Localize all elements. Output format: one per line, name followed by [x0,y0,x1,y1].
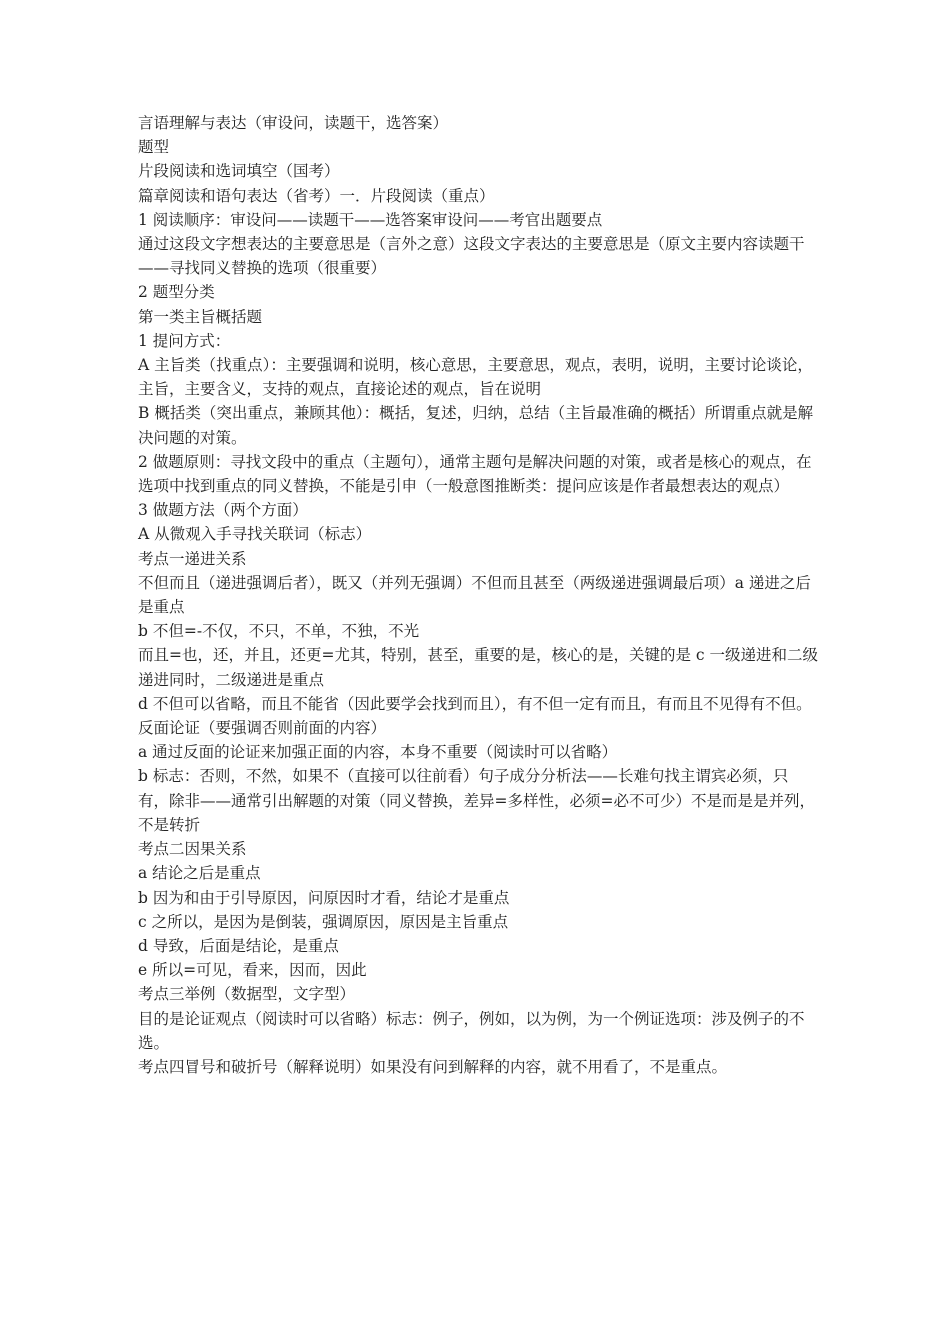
paragraph: c 之所以，是因为是倒装，强调原因，原因是主旨重点 [138,912,509,931]
paragraph: d 导致，后面是结论，是重点 [138,936,339,955]
document-body [138,111,818,1079]
paragraph: b 因为和由于引导原因，问原因时才看，结论才是重点 [138,888,510,907]
paragraph: 考点二因果关系 [138,840,247,859]
paragraph: 目的是论证观点（阅读时可以省略）标志：例子，例如，以为例，为一个例证选项：涉及例子的不选。 [138,1009,805,1052]
paragraph: 2 做题原则：寻找文段中的重点（主题句），通常主题句是解决问题的对策，或者是核心的观点，在选项中找到重点的同义替换，不能是引申（一般意图推断类：提问应该是作者最想表达的观点） [138,452,812,496]
paragraph: 1 提问方式： [138,331,231,350]
paragraph: 考点四冒号和破折号（解释说明）如果没有问到解释的内容，就不用看了，不是重点。 [138,1057,728,1076]
paragraph: 2 题型分类 [138,283,215,302]
paragraph: A 从微观入手寻找关联词（标志） [138,525,372,544]
paragraph: 第一类主旨概括题 [138,307,263,326]
paragraph: 考点三举例（数据型，文字型） [138,985,356,1004]
paragraph: d 不但可以省略，而且不能省（因此要学会找到而且），有不但一定有而且，有而且不见得有不但。 [138,694,812,713]
paragraph: 片段阅读和选词填空（国考） [138,162,340,181]
paragraph: e 所以=可见，看来，因而，因此 [138,961,367,980]
paragraph: 1 阅读顺序：审设问——读题干——选答案审设问——考官出题要点 [138,210,603,229]
paragraph: B 概括类（突出重点，兼顾其他）：概括，复述，归纳，总结（主旨最准确的概括）所谓重点就是解决问题的对策。 [138,404,814,447]
paragraph: 而且=也，还，并且，还更=尤其，特别，甚至，重要的是，核心的是，关键的是 c 一级递进和二级递进同时，二级递进是重点 [138,646,819,689]
paragraph: A 主旨类（找重点）：主要强调和说明，核心意思，主要意思，观点，表明，说明，主要讨论谈论，主旨，主要含义，支持的观点，直接论述的观点，旨在说明 [138,356,813,399]
paragraph: a 结论之后是重点 [138,864,261,883]
paragraph: b 标志：否则，不然，如果不（直接可以往前看）句子成分分析法——长难句找主谓宾必须，只有，除非——通常引出解题的对策（同义替换，差异=多样性，必须=必不可少）不是而是是并列，不是转折 [138,767,815,834]
paragraph: 篇章阅读和语句表达（省考）一．片段阅读（重点） [138,186,495,205]
paragraph: 3 做题方法（两个方面） [138,501,308,520]
paragraph: 题型 [138,138,170,157]
paragraph: 言语理解与表达（审设问，读题干，选答案） [138,114,449,132]
paragraph: 考点一递进关系 [138,549,247,568]
paragraph: 不但而且（递进强调后者），既又（并列无强调）不但而且甚至（两级递进强调最后项）a 递进之后是重点 [138,573,811,617]
paragraph: 通过这段文字想表达的主要意思是（言外之意）这段文字表达的主要意思是（原文主要内容读题干——寻找同义替换的选项（很重要） [138,235,805,278]
paragraph: a 通过反面的论证来加强正面的内容，本身不重要（阅读时可以省略） [138,743,618,762]
paragraph: b 不但=-不仅，不只，不单，不独，不光 [138,622,420,641]
paragraph: 反面论证（要强调否则前面的内容） [138,719,387,738]
